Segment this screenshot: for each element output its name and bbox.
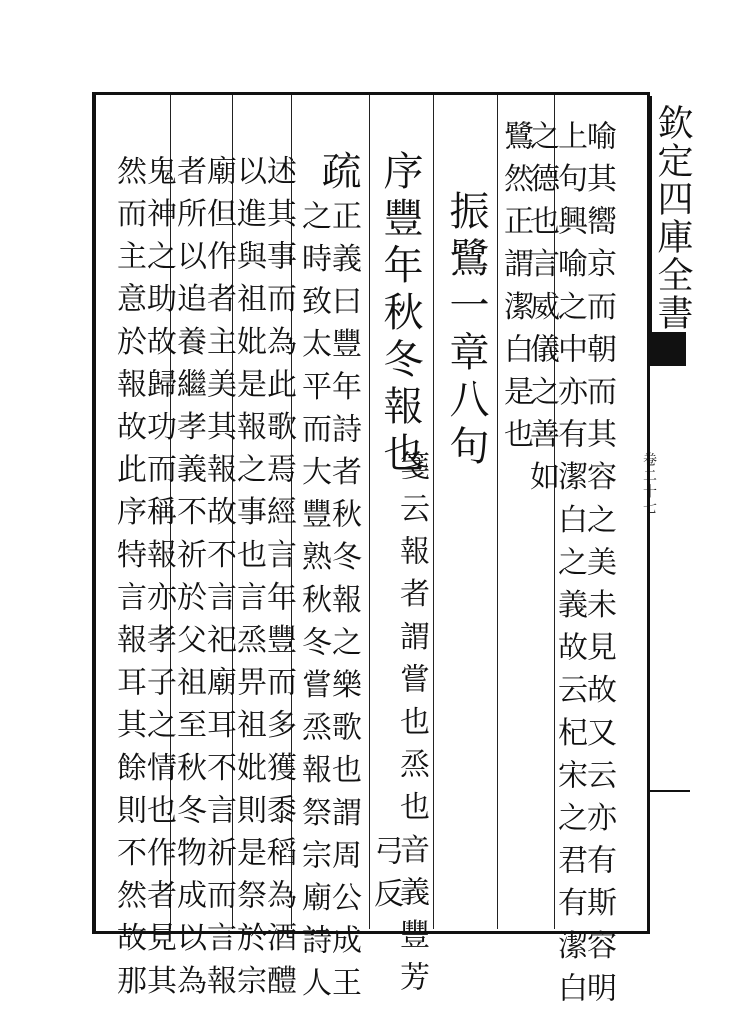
text-column: 之時致太平而大豐熟秋冬嘗烝報祭宗廟詩人 [296, 200, 331, 1010]
text-column: 鬼神之助故歸功而稱報亦孝子之情也作者見其 [141, 155, 176, 1007]
text-column: 喻其嚮京而朝而其容之美未見故又云亦有斯容明 [581, 120, 616, 1015]
text-column: 疏 [315, 150, 361, 197]
book-title-tab [650, 96, 693, 341]
text-column: 以進與祖妣是報之事也言烝畀祖妣則是祭於宗 [231, 155, 266, 1007]
text-column: 然而主意於報故此序特言報耳其餘則不然故那 [111, 155, 146, 1007]
text-column: 弓反 [368, 835, 403, 921]
text-column: 之德也言威儀之善如 [524, 120, 559, 504]
text-column: 廟但作者主美其報故不言祀廟耳不言祈而言報 [201, 155, 236, 1007]
text-column: 鷺然正謂潔白是也 [498, 120, 533, 461]
column-rule [433, 95, 434, 929]
text-column: 正義曰豐年詩者秋冬報之樂歌也謂周公成王 [326, 200, 361, 1010]
text-column: 振鷺一章八句 [443, 190, 489, 472]
margin-rule [650, 790, 690, 792]
book-title: 欽定四庫全書 [652, 104, 693, 332]
volume-label: 卷二十七 [641, 452, 657, 516]
text-column: 述其事而為此歌焉經言年豐而多獲黍稻為酒醴 [261, 155, 296, 1007]
text-column: 序豐年秋冬報也 [377, 150, 423, 479]
text-column: 者所以追養繼孝義不祈於父祖至秋冬物成以為 [171, 155, 206, 1007]
text-column: 箋云報者謂嘗也烝也音義豐芳 [394, 450, 429, 1004]
column-rule [369, 95, 370, 929]
fishtail-mark [650, 332, 686, 366]
text-column: 上句興喻之中亦有潔白之義故云杞宋之君有潔白 [552, 120, 587, 1015]
